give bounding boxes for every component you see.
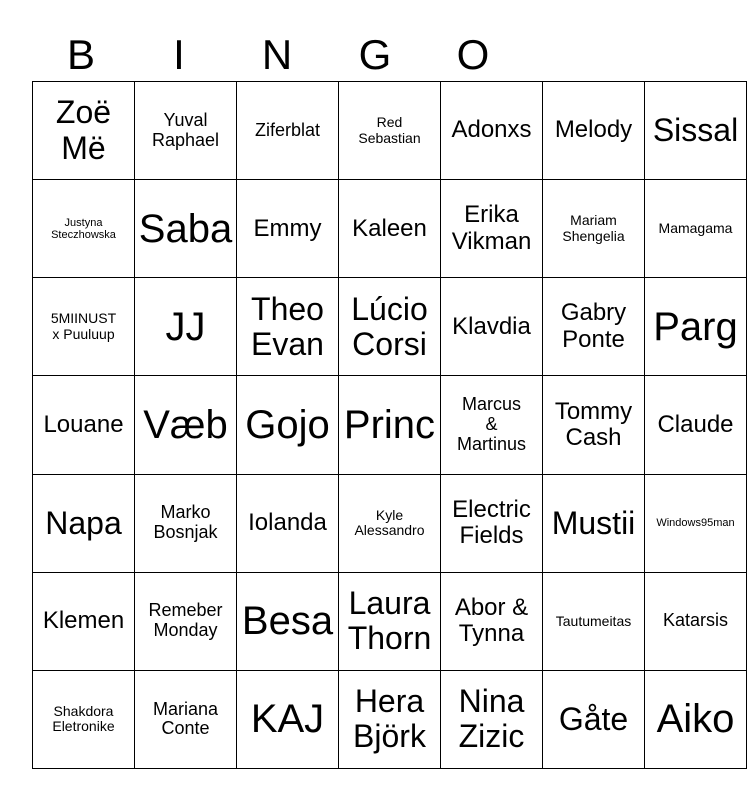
bingo-cell-text: Steczhowska	[51, 228, 116, 241]
bingo-cell-text: Më	[61, 129, 106, 166]
bingo-cell[interactable]	[237, 670, 339, 768]
bingo-cell-text: Besa	[241, 599, 334, 644]
bingo-cell-text: Fields	[459, 522, 524, 550]
bingo-header	[32, 30, 718, 80]
bingo-cell-text: &	[485, 414, 498, 435]
bingo-cell[interactable]	[543, 572, 645, 670]
bingo-cell[interactable]	[543, 474, 645, 572]
bingo-cell[interactable]	[339, 82, 441, 180]
bingo-cell-text: Aiko	[656, 697, 735, 742]
bingo-cell[interactable]	[339, 278, 441, 376]
bingo-cell[interactable]	[441, 180, 543, 278]
bingo-cell-text: Emmy	[253, 214, 322, 242]
bingo-cell[interactable]	[33, 670, 135, 768]
bingo-cell-text: Laura	[348, 585, 431, 622]
bingo-cell-text: Shengelia	[562, 227, 625, 244]
bingo-cell[interactable]	[33, 572, 135, 670]
bingo-cell-text: Gabry	[560, 299, 627, 327]
bingo-cell-text: Bosnjak	[153, 522, 218, 543]
bingo-cell-text: Alessandro	[354, 522, 425, 539]
bingo-cell[interactable]	[237, 278, 339, 376]
bingo-cell-text: Eletronike	[52, 718, 115, 735]
bingo-cell-text: Corsi	[352, 325, 427, 362]
bingo-cell[interactable]	[543, 180, 645, 278]
bingo-cell-text: Evan	[251, 325, 324, 362]
bingo-cell-text: Windows95man	[656, 517, 735, 530]
bingo-cell[interactable]	[441, 82, 543, 180]
bingo-cell-text: Theo	[251, 290, 324, 327]
bingo-cell[interactable]	[237, 180, 339, 278]
bingo-cell-text: Cash	[565, 423, 622, 451]
bingo-cell-text: Tautumeitas	[555, 612, 632, 629]
bingo-cell[interactable]	[645, 376, 747, 474]
bingo-cell-text: Shakdora	[53, 703, 114, 720]
bingo-cell[interactable]	[135, 82, 237, 180]
bingo-cell[interactable]	[645, 670, 747, 768]
bingo-cell-text: Katarsis	[662, 610, 729, 631]
bingo-row	[33, 180, 747, 278]
bingo-cell[interactable]	[135, 670, 237, 768]
bingo-cell-text: Remeber	[148, 600, 223, 621]
bingo-cell-text: Mamagama	[658, 220, 733, 237]
bingo-cell-text: Klemen	[42, 607, 125, 635]
bingo-cell[interactable]	[135, 278, 237, 376]
bingo-cell[interactable]	[645, 278, 747, 376]
bingo-cell[interactable]	[33, 376, 135, 474]
bingo-cell-text: Parg	[653, 304, 738, 349]
bingo-cell[interactable]	[237, 474, 339, 572]
bingo-cell[interactable]	[441, 474, 543, 572]
bingo-cell[interactable]	[645, 180, 747, 278]
bingo-cell-text: Kyle	[375, 506, 404, 523]
bingo-cell-text: Raphael	[151, 129, 220, 150]
bingo-cell-text: Kaleen	[352, 214, 427, 242]
bingo-cell-text: Red	[376, 114, 403, 131]
header-letter-b: B	[66, 31, 95, 78]
bingo-cell[interactable]	[237, 376, 339, 474]
bingo-cell[interactable]	[237, 82, 339, 180]
bingo-cell-text: Abor &	[454, 593, 529, 621]
bingo-row	[33, 474, 747, 572]
bingo-cell-text: x Puuluup	[52, 325, 115, 342]
bingo-cell-text: KAJ	[250, 697, 325, 742]
bingo-cell-text: Væb	[143, 402, 228, 447]
bingo-cell-text: Napa	[45, 504, 122, 541]
bingo-cell-text: Tynna	[458, 620, 525, 648]
bingo-cell-text: Ponte	[562, 325, 625, 353]
bingo-cell[interactable]	[339, 670, 441, 768]
bingo-cell[interactable]	[441, 376, 543, 474]
bingo-cell[interactable]	[33, 278, 135, 376]
header-letter-n: N	[261, 31, 293, 78]
bingo-cell-text: Saba	[138, 206, 233, 251]
bingo-cell-text: Lúcio	[351, 290, 428, 327]
bingo-cell-text: Monday	[153, 620, 218, 641]
bingo-row	[33, 278, 747, 376]
bingo-cell[interactable]	[135, 474, 237, 572]
bingo-cell[interactable]	[33, 474, 135, 572]
bingo-cell[interactable]	[237, 572, 339, 670]
bingo-cell[interactable]	[441, 670, 543, 768]
header-letter-i: I	[173, 31, 185, 78]
bingo-card-grid	[32, 81, 747, 769]
bingo-cell-text: Claude	[657, 410, 734, 438]
bingo-cell-text: Mariam	[570, 212, 617, 229]
bingo-cell-text: Zizic	[458, 718, 525, 755]
bingo-row	[33, 572, 747, 670]
bingo-cell-text: Princ	[343, 402, 436, 447]
bingo-cell[interactable]	[441, 278, 543, 376]
bingo-cell-text: Ziferblat	[254, 119, 321, 140]
bingo-cell-text: Justyna	[64, 216, 103, 229]
bingo-cell-text: Nina	[458, 683, 525, 720]
bingo-cell[interactable]	[543, 82, 645, 180]
bingo-cell-text: Gojo	[245, 402, 330, 447]
bingo-cell-text: JJ	[165, 304, 206, 349]
bingo-cell-text: Marko	[160, 502, 211, 523]
bingo-cell-text: Louane	[43, 410, 124, 438]
bingo-cell-text: Tommy	[554, 397, 633, 425]
bingo-cell-text: Björk	[353, 718, 426, 755]
bingo-cell-text: Melody	[554, 116, 633, 144]
bingo-cell-text: Yuval	[163, 109, 208, 130]
bingo-cell[interactable]	[339, 180, 441, 278]
header-letter-g: G	[358, 31, 392, 78]
bingo-cell-text: Martinus	[456, 433, 527, 454]
bingo-cell-text: Erika	[464, 201, 519, 229]
bingo-cell[interactable]	[339, 572, 441, 670]
bingo-cell-text: Mariana	[152, 698, 219, 719]
bingo-cell[interactable]	[645, 572, 747, 670]
bingo-cell-text: 5MIINUST	[50, 310, 117, 327]
bingo-cell[interactable]	[33, 180, 135, 278]
bingo-cell[interactable]	[135, 572, 237, 670]
bingo-cell[interactable]	[543, 376, 645, 474]
bingo-cell[interactable]	[135, 376, 237, 474]
bingo-cell[interactable]	[339, 376, 441, 474]
bingo-cell-text: Gåte	[558, 700, 629, 737]
bingo-cell-text: Thorn	[347, 620, 432, 657]
bingo-cell-text: Adonxs	[451, 116, 532, 144]
bingo-cell[interactable]	[339, 474, 441, 572]
bingo-cell[interactable]	[543, 278, 645, 376]
bingo-cell-text: Sissal	[652, 111, 739, 148]
bingo-cell-text: Zoë	[55, 94, 112, 131]
bingo-cell[interactable]	[645, 82, 747, 180]
bingo-cell-text: Electric	[452, 495, 531, 523]
bingo-cell-text: Sebastian	[358, 129, 421, 146]
bingo-cell-text: Vikman	[451, 227, 532, 255]
bingo-cell-text: Klavdia	[452, 312, 531, 340]
header-letter-o: O	[456, 31, 490, 78]
bingo-cell[interactable]	[645, 474, 747, 572]
bingo-cell-text: Mustii	[551, 504, 636, 541]
bingo-cell-text: Marcus	[461, 394, 521, 415]
bingo-cell-text: Iolanda	[248, 508, 327, 536]
bingo-cell[interactable]	[543, 670, 645, 768]
bingo-row	[33, 670, 747, 768]
bingo-cell-text: Conte	[161, 718, 210, 739]
bingo-cell-text: Hera	[354, 683, 425, 720]
bingo-cell[interactable]	[135, 180, 237, 278]
bingo-cell[interactable]	[33, 82, 135, 180]
bingo-cell[interactable]	[441, 572, 543, 670]
bingo-row	[33, 376, 747, 474]
bingo-row	[33, 82, 747, 180]
